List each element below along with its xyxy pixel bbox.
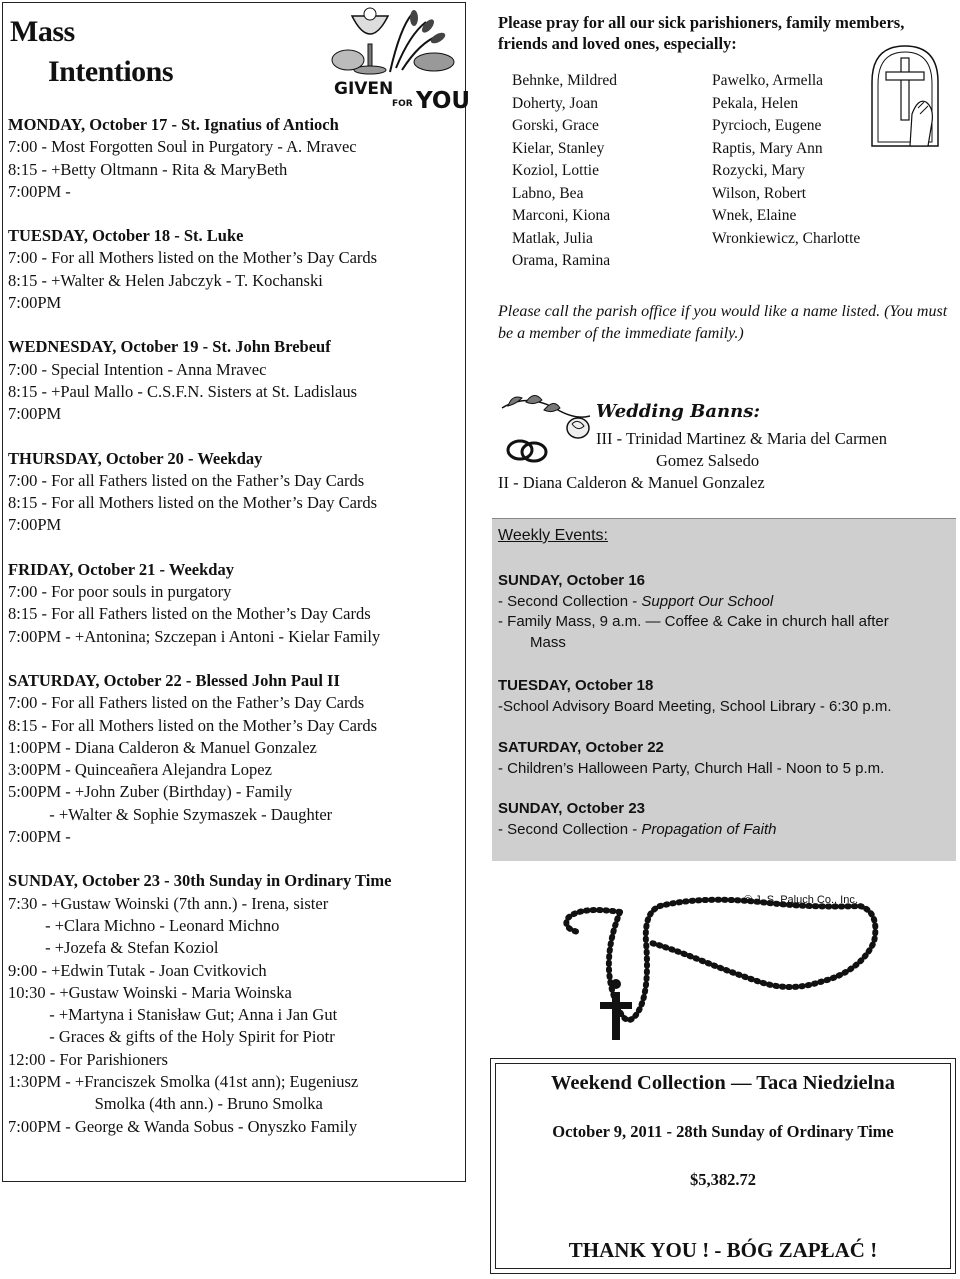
day-heading: THURSDAY, October 20 - Weekday: [8, 448, 263, 468]
collection-inner-frame: [495, 1063, 951, 1269]
mass-line: 7:00PM -: [8, 827, 71, 847]
collection-title: Weekend Collection ― Taca Niedzielna: [551, 1072, 895, 1094]
praying-hands-cross-icon: [864, 42, 946, 150]
mass-line: 7:00 - Most Forgotten Soul in Purgatory - A. Mravec: [8, 137, 357, 157]
mass-line: 1:00PM - Diana Calderon & Manuel Gonzalez: [8, 737, 317, 757]
mass-line: 9:00 - +Edwin Tutak - Joan Cvitkovich: [8, 960, 267, 980]
mass-line: 7:00PM - George & Wanda Sobus - Onyszko Family: [8, 1116, 358, 1136]
day-heading: WEDNESDAY, October 19 - St. John Brebeuf: [8, 337, 331, 357]
sick-list-note: Please call the parish office if you would like a name listed. (You must be a member of the immediate family.): [498, 303, 948, 342]
mass-line: 7:00PM -: [8, 181, 71, 201]
sick-name: Marconi, Kiona: [512, 207, 611, 224]
day-monday: [8, 114, 464, 203]
mass-line: 12:00 - For Parishioners: [8, 1049, 168, 1069]
event-heading: TUESDAY, October 18: [498, 677, 654, 694]
day-heading: SUNDAY, October 23 - 30th Sunday in Ordinary Time: [8, 871, 392, 891]
mass-line: 7:00PM - +Antonina; Szczepan i Antoni - Kielar Family: [8, 626, 381, 646]
collection-amount: $5,382.72: [690, 1170, 756, 1189]
mass-line: 8:15 - For all Fathers listed on the Mother’s Day Cards: [8, 604, 371, 624]
event-line: Mass: [530, 633, 566, 651]
weekly-events-title: Weekly Events:: [498, 527, 608, 544]
sick-name: Wnek, Elaine: [712, 207, 797, 224]
day-heading: FRIDAY, October 21 - Weekday: [8, 559, 234, 579]
event-line: -School Advisory Board Meeting, School Library - 6:30 p.m.: [498, 697, 892, 715]
mass-line: 8:15 - For all Mothers listed on the Mother’s Day Cards: [8, 715, 378, 735]
mass-intentions-title: [10, 12, 173, 92]
banns-couple-1-cont: Gomez Salsedo: [656, 451, 760, 470]
mass-line: 7:00 - For all Mothers listed on the Mother’s Day Cards: [8, 248, 378, 268]
mass-line: 7:00PM: [8, 515, 62, 535]
mass-line: 7:00 - Special Intention - Anna Mravec: [8, 359, 267, 379]
sick-name: Matlak, Julia: [512, 229, 593, 247]
mass-line: 3:00PM - Quinceañera Alejandra Lopez: [8, 760, 272, 780]
event-line: - Children’s Halloween Party, Church Hall - Noon to 5 p.m.: [498, 759, 885, 777]
mass-line: - Graces & gifts of the Holy Spirit for Piotr: [8, 1027, 335, 1047]
sick-name: Wronkiewicz, Charlotte: [712, 229, 861, 247]
mass-line: 5:00PM - +John Zuber (Birthday) - Family: [8, 782, 293, 802]
collection-date: October 9, 2011 - 28th Sunday of Ordinary Time: [552, 1122, 894, 1141]
rosary-icon: [560, 882, 890, 1044]
day-friday: [8, 559, 464, 648]
mass-line: 7:30 - +Gustaw Woinski (7th ann.) - Irena, sister: [8, 893, 329, 913]
wedding-rings-rose-icon: [498, 388, 594, 468]
sick-name: Pyrcioch, Eugene: [712, 117, 822, 134]
mass-line: 8:15 - For all Mothers listed on the Mother’s Day Cards: [8, 493, 378, 513]
event-saturday-oct-22: [498, 738, 948, 779]
event-line: [498, 592, 948, 613]
sick-name: Doherty, Joan: [512, 94, 598, 112]
sick-name: Wilson, Robert: [712, 184, 807, 202]
sick-name: Gorski, Grace: [512, 117, 599, 134]
mass-line: 1:30PM - +Franciszek Smolka (41st ann); Eugeniusz: [8, 1071, 359, 1091]
event-text: - Second Collection -: [498, 592, 642, 610]
event-text-italic: Propagation of Faith: [641, 820, 777, 838]
mass-schedule: [8, 114, 464, 1160]
event-line: - Family Mass, 9 a.m. ― Coffee & Cake in church hall after: [498, 613, 889, 630]
mass-line: Smolka (4th ann.) - Bruno Smolka: [8, 1094, 323, 1114]
event-text: - Second Collection -: [498, 820, 642, 838]
title-line-2: Intentions: [48, 55, 174, 88]
banns-couple-1: III - Trinidad Martinez & Maria del Carmen: [596, 429, 887, 448]
sick-name: Pekala, Helen: [712, 94, 799, 112]
mass-line: 7:00 - For poor souls in purgatory: [8, 582, 232, 602]
day-heading: SATURDAY, October 22 - Blessed John Paul II: [8, 670, 340, 690]
mass-line: 8:15 - +Betty Oltmann - Rita & MaryBeth: [8, 159, 288, 179]
day-heading: TUESDAY, October 18 - St. Luke: [8, 226, 244, 246]
mass-line: 10:30 - +Gustaw Woinski - Maria Woinska: [8, 982, 292, 1002]
given-for-you-logo: [330, 8, 471, 114]
day-heading: MONDAY, October 17 - St. Ignatius of Antioch: [8, 115, 339, 134]
mass-line: 7:00PM: [8, 293, 62, 313]
day-tuesday: [8, 225, 464, 314]
mass-line: - +Jozefa & Stefan Koziol: [8, 938, 219, 958]
sick-names-column-2: [712, 70, 860, 250]
event-sunday-oct-16: [498, 571, 948, 653]
svg-text:FOR: FOR: [392, 99, 413, 109]
event-heading: SUNDAY, October 16: [498, 572, 645, 589]
mass-line: - +Walter & Sophie Szymaszek - Daughter: [8, 804, 333, 824]
sick-name: Raptis, Mary Ann: [712, 139, 823, 157]
mass-line: - +Martyna i Stanisław Gut; Anna i Jan Gut: [8, 1005, 338, 1025]
sick-name: Behnke, Mildred: [512, 72, 618, 89]
mass-line: 8:15 - +Paul Mallo - C.S.F.N. Sisters at St. Ladislaus: [8, 381, 357, 401]
event-text-italic: Support Our School: [641, 592, 774, 610]
wedding-banns-title: Wedding Banns:: [596, 401, 760, 422]
weekly-events-panel: [492, 518, 956, 861]
sick-name: Orama, Ramina: [512, 252, 611, 269]
sick-name: Kielar, Stanley: [512, 139, 605, 157]
mass-line: - +Clara Michno - Leonard Michno: [8, 915, 280, 935]
day-thursday: [8, 448, 464, 537]
svg-text:GIVEN: GIVEN: [334, 79, 394, 99]
svg-text:YOU: YOU: [416, 88, 471, 114]
mass-line: 7:00 - For all Fathers listed on the Father’s Day Cards: [8, 693, 365, 713]
day-wednesday: [8, 336, 464, 425]
sick-name: Rozycki, Mary: [712, 162, 805, 179]
copyright-notice: © J. S. Paluch Co., Inc.: [744, 894, 858, 906]
mass-line: 7:00 - For all Fathers listed on the Father’s Day Cards: [8, 470, 365, 490]
day-saturday: [8, 670, 464, 848]
mass-line: 7:00PM: [8, 404, 62, 424]
event-heading: SATURDAY, October 22: [498, 739, 664, 756]
event-sunday-oct-23: [498, 799, 948, 840]
title-line-1: Mass: [10, 15, 75, 48]
day-sunday: [8, 870, 464, 1138]
event-heading: SUNDAY, October 23: [498, 800, 645, 817]
sick-name: Pawelko, Armella: [712, 72, 824, 89]
banns-couple-2: II - Diana Calderon & Manuel Gonzalez: [498, 473, 765, 492]
event-tuesday-oct-18: [498, 676, 948, 717]
sick-list-heading: Please pray for all our sick parishioners, family members, friends and loved ones, especially:: [498, 13, 905, 53]
sick-name: Labno, Bea: [512, 184, 584, 202]
weekend-collection-box: [490, 1058, 956, 1274]
sick-names-column-1: [512, 70, 617, 273]
collection-thanks: THANK YOU ! - BÓG ZAPŁAĆ !: [568, 1238, 878, 1262]
mass-line: 8:15 - +Walter & Helen Jabczyk - T. Kochanski: [8, 270, 323, 290]
event-line: [498, 820, 948, 841]
sick-name: Koziol, Lottie: [512, 162, 599, 179]
